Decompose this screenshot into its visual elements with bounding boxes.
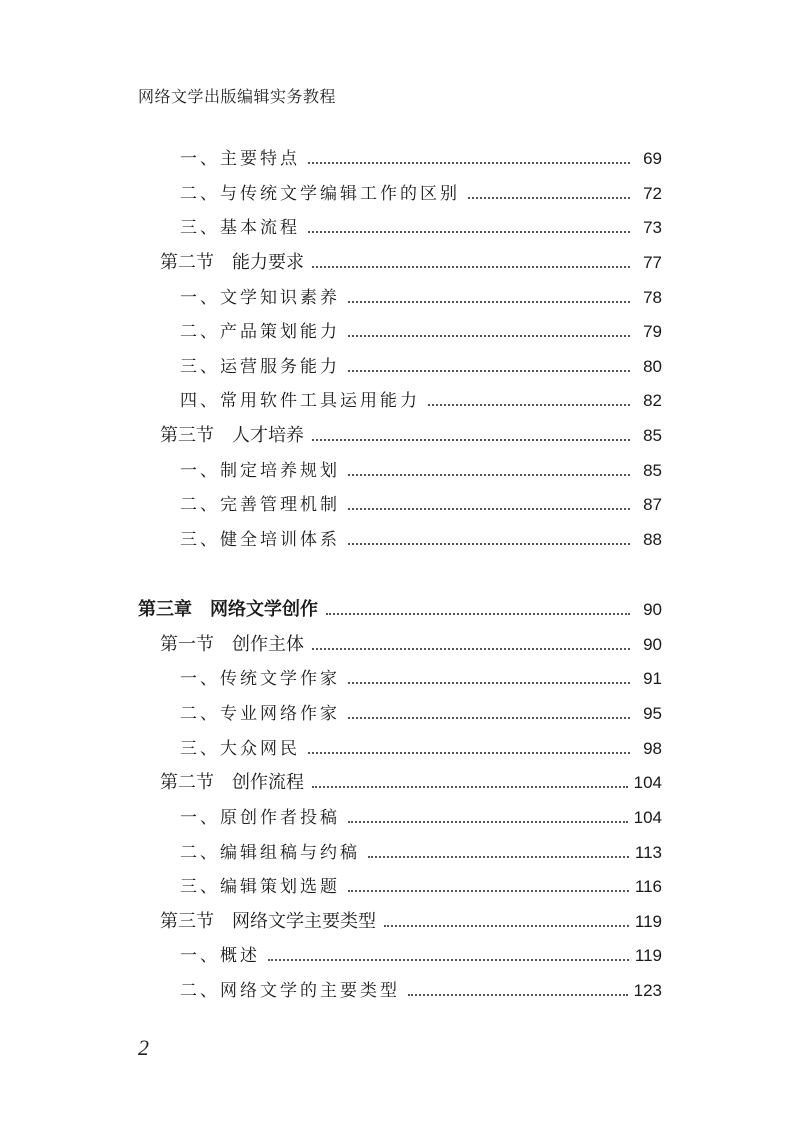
toc-entry <box>160 421 662 447</box>
toc-entry <box>180 664 662 690</box>
toc-entry <box>180 386 662 412</box>
dot-leader <box>368 856 629 858</box>
toc-entry <box>180 872 662 898</box>
toc-entry-title: 三、健全培训体系 <box>180 530 340 550</box>
toc-entry-page: 73 <box>643 218 662 237</box>
dot-leader <box>348 301 630 303</box>
dot-leader <box>312 648 630 650</box>
toc-entry-title: 一、传统文学作家 <box>180 669 340 689</box>
toc-entry-page: 72 <box>643 184 662 203</box>
dot-leader <box>348 682 630 684</box>
dot-leader <box>268 959 629 961</box>
dot-leader <box>348 717 630 719</box>
dot-leader <box>326 613 630 615</box>
dot-leader <box>308 752 630 754</box>
toc-entry-page: 116 <box>634 877 662 896</box>
toc-entry <box>160 907 662 933</box>
dot-leader <box>408 994 628 996</box>
toc-entry-title: 第二节 能力要求 <box>160 252 304 273</box>
toc-entry-title: 第一节 创作主体 <box>160 634 304 655</box>
toc-entry-page: 113 <box>634 843 662 862</box>
dot-leader <box>308 162 630 164</box>
toc-entry <box>160 768 662 794</box>
toc-entry-title: 第二节 创作流程 <box>160 772 304 793</box>
toc-entry-page: 104 <box>633 808 662 827</box>
toc-entry-page: 85 <box>643 426 662 445</box>
toc-entry-page: 90 <box>643 600 662 619</box>
dot-leader <box>428 404 630 406</box>
running-head-title: 网络文学出版编辑实务教程 <box>138 87 337 106</box>
dot-leader <box>348 474 630 476</box>
toc-entry-title: 二、产品策划能力 <box>180 322 340 342</box>
toc-entry-title: 一、概述 <box>180 946 260 966</box>
toc-entry-page: 104 <box>633 773 662 792</box>
toc-entry-title: 一、文学知识素养 <box>180 288 340 308</box>
toc-entry <box>180 803 662 829</box>
toc-entry <box>180 456 662 482</box>
dot-leader <box>468 197 630 199</box>
toc-entry <box>180 352 662 378</box>
dot-leader <box>308 231 630 233</box>
page-number: 2 <box>138 1035 149 1060</box>
toc-entry-page: 79 <box>643 322 662 341</box>
dot-leader <box>348 543 630 545</box>
toc-entry-page: 85 <box>643 461 662 480</box>
dot-leader <box>348 508 630 510</box>
toc-entry <box>180 734 662 760</box>
dot-leader <box>312 439 630 441</box>
dot-leader <box>348 890 629 892</box>
toc-entry-title: 二、专业网络作家 <box>180 704 340 724</box>
toc-entry-title: 二、编辑组稿与约稿 <box>180 843 360 863</box>
toc-entry-title: 三、运营服务能力 <box>180 357 340 377</box>
toc-entry-page: 69 <box>643 149 662 168</box>
toc-entry-page: 119 <box>634 946 662 965</box>
dot-leader <box>312 266 630 268</box>
toc-entry-page: 123 <box>633 981 662 1000</box>
toc-entry <box>180 976 662 1002</box>
toc-entry-title: 三、大众网民 <box>180 739 300 759</box>
toc-entry-title: 四、常用软件工具运用能力 <box>180 391 420 411</box>
toc-entry-title: 第三章 网络文学创作 <box>138 599 318 620</box>
toc-entry-page: 95 <box>643 704 662 723</box>
toc-entry-page: 77 <box>643 253 662 272</box>
toc-entry <box>180 317 662 343</box>
toc-entry <box>160 248 662 274</box>
dot-leader <box>348 370 630 372</box>
toc-entry <box>180 941 662 967</box>
toc-entry-page: 78 <box>643 288 662 307</box>
toc-entry-title: 二、网络文学的主要类型 <box>180 981 400 1001</box>
toc-entry-page: 80 <box>643 357 662 376</box>
toc-entry-title: 一、主要特点 <box>180 149 300 169</box>
toc-entry-title: 二、与传统文学编辑工作的区别 <box>180 184 460 204</box>
toc-entry-title: 一、原创作者投稿 <box>180 808 340 828</box>
toc-entry <box>180 283 662 309</box>
toc-entry <box>180 699 662 725</box>
toc-entry-title: 二、完善管理机制 <box>180 495 340 515</box>
toc-entry-title: 第三节 网络文学主要类型 <box>160 911 376 932</box>
toc-entry <box>180 213 662 239</box>
toc-entry-page: 98 <box>643 739 662 758</box>
toc-entry-title: 三、基本流程 <box>180 218 300 238</box>
toc-entry-page: 119 <box>634 912 662 931</box>
toc-entry <box>180 838 662 864</box>
dot-leader <box>348 821 628 823</box>
toc-entry-page: 91 <box>643 669 662 688</box>
toc-entry-title: 第三节 人才培养 <box>160 425 304 446</box>
toc-entry-title: 一、制定培养规划 <box>180 461 340 481</box>
dot-leader <box>384 925 629 927</box>
toc-entry <box>160 630 662 656</box>
dot-leader <box>312 786 628 788</box>
toc-entry-page: 87 <box>643 495 662 514</box>
toc-entry <box>180 144 662 170</box>
toc-entry-page: 90 <box>643 635 662 654</box>
toc-entry <box>138 595 662 621</box>
dot-leader <box>348 335 630 337</box>
toc-entry <box>180 525 662 551</box>
toc-entry <box>180 490 662 516</box>
toc-entry-title: 三、编辑策划选题 <box>180 877 340 897</box>
toc-entry <box>180 179 662 205</box>
toc-entry-page: 82 <box>643 391 662 410</box>
toc-entry-page: 88 <box>643 530 662 549</box>
